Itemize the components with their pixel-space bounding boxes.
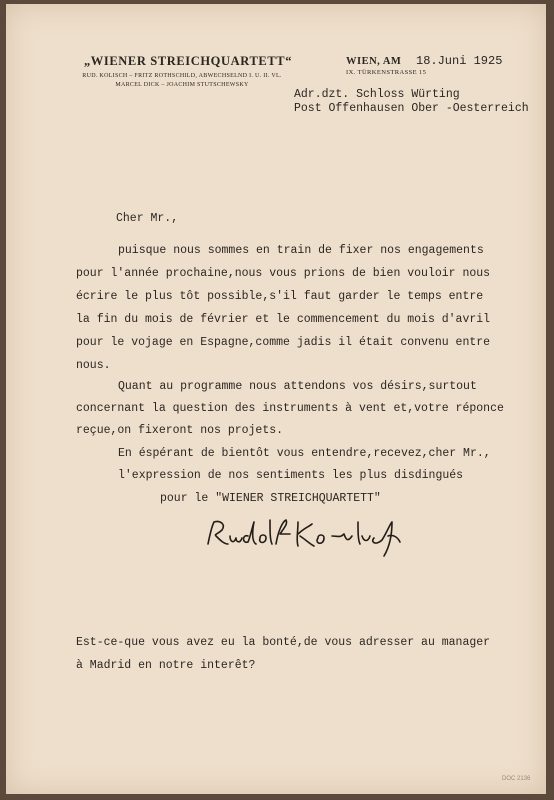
body-line: puisque nous sommes en train de fixer nos engagements — [118, 244, 484, 257]
body-line: pour l'année prochaine,nous vous prions de bien vouloir nous — [76, 267, 491, 280]
closing-quartet: pour le "WIENER STREICHQUARTETT" — [160, 492, 381, 505]
signature — [204, 514, 414, 563]
body-line: pour le vojage en Espagne,comme jadis il était convenu entre — [76, 336, 491, 349]
postscript-line2: à Madrid en notre interêt? — [76, 659, 256, 672]
body-line: concernant la question des instruments à vent et,votre réponce — [76, 402, 504, 415]
letterhead-members-line2: MARCEL DICK – JOACHIM STUTSCHEWSKY — [115, 82, 249, 88]
address-line2: Post Offenhausen Ober -Oesterreich — [294, 102, 529, 115]
salutation: Cher Mr., — [116, 212, 179, 225]
address-line1: Adr.dzt. Schloss Würting — [294, 88, 460, 101]
body-line: En éspérant de bientôt vous entendre,recevez,cher Mr., — [118, 447, 491, 460]
letter-sheet — [6, 4, 546, 794]
signature-handwriting — [204, 514, 414, 558]
letterhead-members-line1: RUD. KOLISCH – FRITZ ROTHSCHILD, ABWECHSELND I. U. II. VL. — [82, 73, 282, 79]
letterhead-city: WIEN, AM — [346, 56, 402, 67]
body-line: écrire le plus tôt possible,s'il faut garder le temps entre — [76, 290, 484, 303]
body-line: reçue,on fixeront nos projets. — [76, 424, 284, 437]
body-line: la fin du mois de février et le commencement du mois d'avril — [76, 313, 491, 326]
body-line: l'expression de nos sentiments les plus disdingués — [118, 469, 464, 482]
letterhead-street: IX. TÜRKENSTRASSE 15 — [346, 69, 427, 76]
body-line: nous. — [76, 359, 111, 372]
letter-date: 18.Juni 1925 — [416, 54, 503, 68]
archive-stamp: DOC 2136 — [502, 776, 531, 782]
letterhead-members — [32, 72, 332, 90]
letterhead-quartet-name: „WIENER STREICHQUARTETT“ — [83, 54, 293, 68]
postscript-line1: Est-ce-que vous avez eu la bonté,de vous adresser au manager — [76, 636, 491, 649]
body-line: Quant au programme nous attendons vos désirs,surtout — [118, 380, 477, 393]
